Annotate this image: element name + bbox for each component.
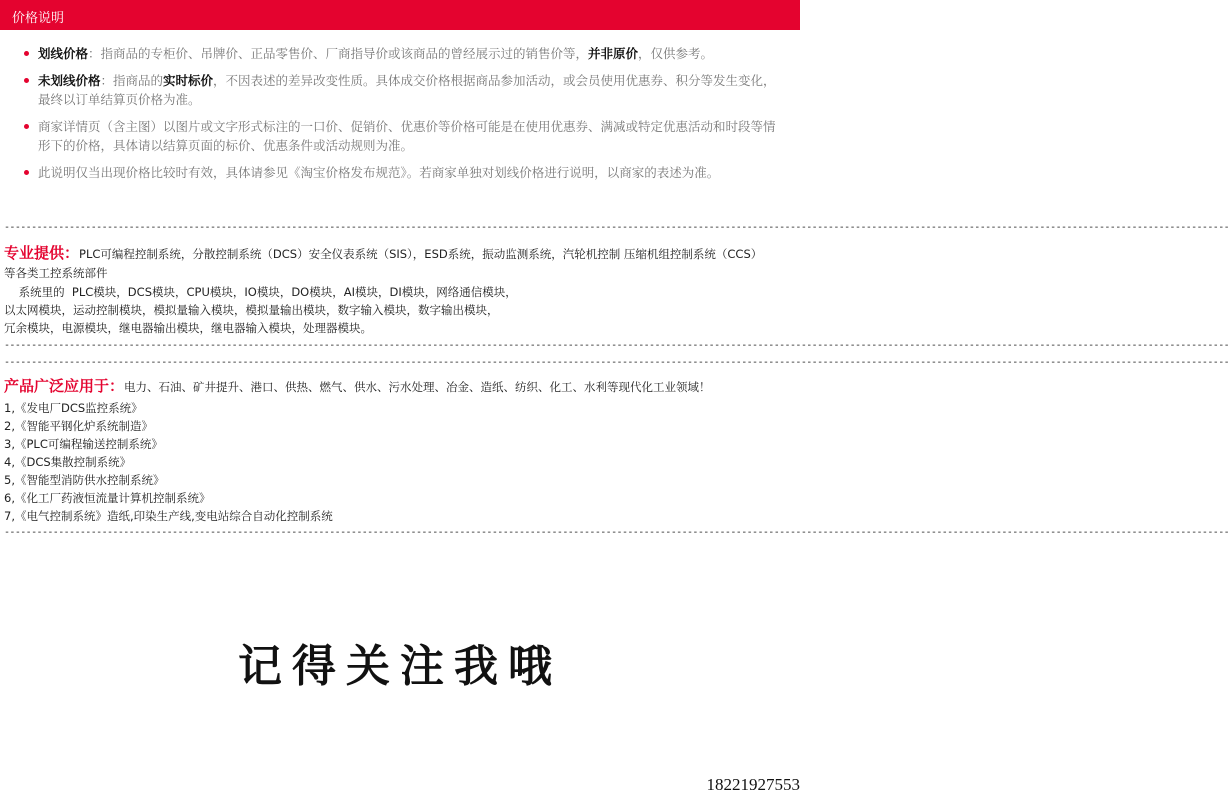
- price-notes-list: [24, 44, 784, 190]
- application-item: 2,《智能平钢化炉系统制造》: [4, 419, 153, 433]
- services-heading: 专业提供：: [4, 244, 80, 262]
- application-item: 5,《智能型消防供水控制系统》: [4, 473, 165, 487]
- services-text: PLC可编程控制系统，分散控制系统（DCS）安全仪表系统（SIS），ESD系统，振动监测系统，汽轮机控制 压缩机组控制系统（CCS）: [79, 247, 763, 261]
- note-item: [24, 44, 784, 63]
- application-item: 4,《DCS集散控制系统》: [4, 455, 132, 469]
- divider: ----------------------------------------------------------------------------------------------------------------------------------------------------------------------------------------------------------------------------------: [4, 222, 1229, 233]
- services-line5: 冗余模块，电源模块，继电器输出模块，继电器输入模块，处理器模块。: [4, 321, 372, 335]
- note-bold: 划线价格: [38, 46, 89, 61]
- note-text: ：指商品的专柜价、吊牌价、正品零售价、厂商指导价或该商品的曾经展示过的销售价等，: [88, 46, 589, 61]
- note-item: [24, 117, 784, 155]
- note-text: 此说明仅当出现价格比较时有效，具体请参见《淘宝价格发布规范》。若商家单独对划线价格进行说明，以商家的表述为准。: [38, 165, 720, 180]
- note-bold: 未划线价格: [38, 73, 101, 88]
- note-text: 商家详情页（含主图）以图片或文字形式标注的一口价、促销价、优惠价等价格可能是在使用优惠券、满减或特定优惠活动和时段等情形下的价格，具体请以结算页面的标价、优惠条件或活动规则为准。: [38, 119, 776, 153]
- services-line3: 系统里的 PLC模块，DCS模块，CPU模块，IO模块，DO模块，AI模块，DI模块，网络通信模块，: [4, 285, 517, 299]
- note-item: [24, 71, 784, 109]
- services-line1: [4, 244, 762, 263]
- phone-number: 18221927553: [706, 775, 800, 794]
- price-header-bar: [0, 0, 800, 30]
- header-title: 价格说明: [12, 11, 65, 26]
- divider: ----------------------------------------------------------------------------------------------------------------------------------------------------------------------------------------------------------------------------------: [4, 340, 1229, 351]
- divider: ----------------------------------------------------------------------------------------------------------------------------------------------------------------------------------------------------------------------------------: [4, 357, 1229, 368]
- note-bold: 并非原价: [588, 46, 639, 61]
- application-item: 6,《化工厂药液恒流量计算机控制系统》: [4, 491, 211, 505]
- note-text: ，不因表述的差异改变性质。具体成交价格根据商品参加活动，或会员使用优惠券、积分等发生变化，最终以订单结算页价格为准。: [38, 73, 776, 107]
- applications-summary: 电力、石油、矿井提升、港口、供热、燃气、供水、污水处理、冶金、造纸、纺织、化工、水利等现代化工业领域！: [124, 380, 711, 394]
- note-text: ，仅供参考。: [638, 46, 714, 61]
- note-bold: 实时标价: [163, 73, 214, 88]
- note-item: [24, 163, 784, 182]
- application-item: 3,《PLC可编程输送控制系统》: [4, 437, 163, 451]
- applications-summary-line: [4, 377, 711, 396]
- services-line2: 等各类工控系统部件: [4, 266, 108, 280]
- services-line4: 以太网模块，运动控制模块，模拟量输入模块，模拟量输出模块，数字输入模块，数字输出模块，: [4, 303, 499, 317]
- application-item: 7,《电气控制系统》造纸,印染生产线,变电站综合自动化控制系统: [4, 509, 333, 523]
- applications-heading: 产品广泛应用于：: [4, 377, 125, 395]
- application-item: 1,《发电厂DCS监控系统》: [4, 401, 143, 415]
- follow-us-text: 记得关注我哦: [238, 641, 562, 692]
- divider: ----------------------------------------------------------------------------------------------------------------------------------------------------------------------------------------------------------------------------------: [4, 527, 1229, 538]
- note-text: ：指商品的: [100, 73, 164, 88]
